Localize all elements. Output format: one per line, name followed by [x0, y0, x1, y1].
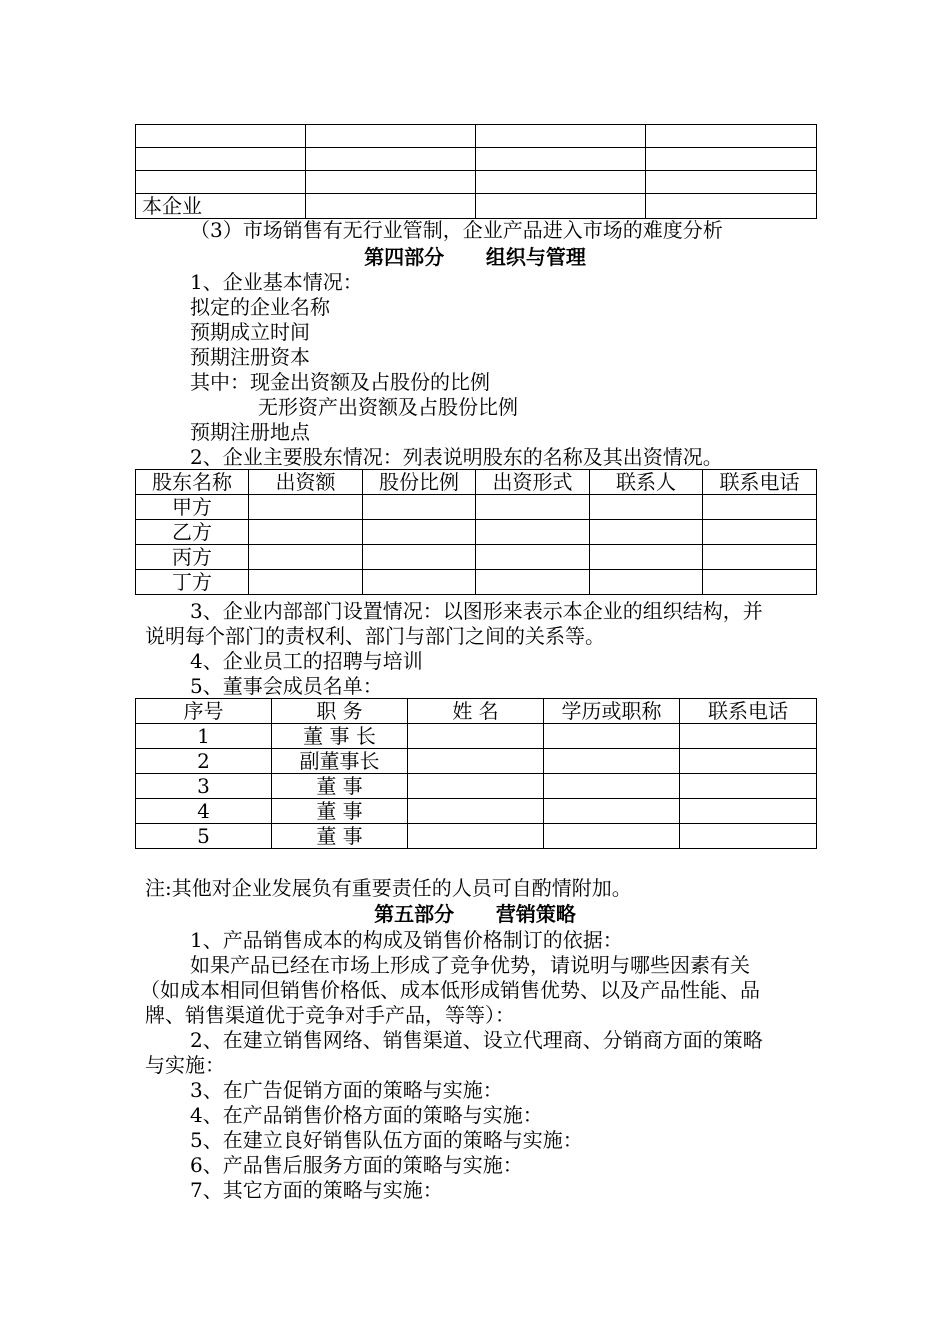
table-row	[136, 125, 817, 148]
table-cell	[680, 749, 817, 774]
table-cell: 2	[136, 749, 272, 774]
part5-item1: 1、产品销售成本的构成及销售价格制订的依据：	[190, 928, 623, 952]
column-header: 出资额	[249, 470, 363, 495]
table-row	[136, 520, 817, 545]
table-cell: 丁方	[136, 570, 249, 595]
table-row	[136, 774, 817, 799]
table-cell	[680, 824, 817, 849]
table-row	[136, 799, 817, 824]
table-row	[136, 194, 817, 219]
intangible-contribution-line: 无形资产出资额及占股份比例	[258, 395, 518, 419]
board-table	[135, 698, 817, 849]
part5-para-line1: 如果产品已经在市场上形成了竞争优势，请说明与哪些因素有关	[190, 953, 750, 977]
table-cell	[136, 171, 306, 194]
founding-date-line: 预期成立时间	[190, 320, 310, 344]
table-row	[136, 824, 817, 849]
table-cell	[590, 520, 703, 545]
column-header: 股份比例	[363, 470, 476, 495]
table-cell	[363, 570, 476, 595]
table-cell	[408, 749, 544, 774]
table-cell	[590, 495, 703, 520]
part5-para-line3: 牌、销售渠道优于竞争对手产品，等等）：	[145, 1003, 515, 1027]
table-cell	[476, 194, 646, 219]
table-cell	[249, 545, 363, 570]
part4-item2: 2、企业主要股东情况：列表说明股东的名称及其出资情况。	[190, 445, 723, 469]
table-cell: 董 事 长	[272, 724, 408, 749]
table-cell: 4	[136, 799, 272, 824]
part4-item4: 4、企业员工的招聘与培训	[190, 649, 423, 673]
part5-para-line2: （如成本相同但销售价格低、成本低形成销售优势、以及产品性能、品	[140, 978, 760, 1002]
table-cell	[590, 545, 703, 570]
table-cell	[363, 495, 476, 520]
cash-contribution-line: 其中：现金出资额及占股份的比例	[190, 370, 490, 394]
column-header: 股东名称	[136, 470, 249, 495]
part4-item3-line2: 说明每个部门的责权利、部门与部门之间的关系等。	[145, 624, 605, 648]
table-header-row	[136, 699, 817, 724]
table-cell	[476, 570, 590, 595]
table-cell	[476, 171, 646, 194]
registered-place-line: 预期注册地点	[190, 420, 310, 444]
table-cell	[136, 125, 306, 148]
table-cell	[408, 724, 544, 749]
table-cell	[646, 125, 817, 148]
part5-item6: 6、产品售后服务方面的策略与实施：	[190, 1153, 523, 1177]
table-row	[136, 545, 817, 570]
table-cell	[249, 495, 363, 520]
table-cell	[544, 724, 680, 749]
market-control-line: （3）市场销售有无行业管制，企业产品进入市场的难度分析	[190, 218, 723, 242]
table-cell	[544, 774, 680, 799]
table-cell	[306, 148, 476, 171]
table-cell: 乙方	[136, 520, 249, 545]
table-cell: 本企业	[136, 194, 306, 219]
table-cell	[544, 749, 680, 774]
table-cell: 甲方	[136, 495, 249, 520]
table-cell	[476, 495, 590, 520]
table-cell	[363, 520, 476, 545]
table-cell: 副董事长	[272, 749, 408, 774]
column-header: 职 务	[272, 699, 408, 724]
part5-title: 第五部分 营销策略	[374, 902, 576, 926]
table-cell	[476, 148, 646, 171]
table-cell	[476, 520, 590, 545]
table-cell	[703, 520, 817, 545]
table-cell	[476, 125, 646, 148]
table-cell	[408, 824, 544, 849]
table-cell	[590, 570, 703, 595]
table-cell: 1	[136, 724, 272, 749]
column-header: 姓 名	[408, 699, 544, 724]
table-cell: 董 事	[272, 774, 408, 799]
column-header: 学历或职称	[544, 699, 680, 724]
registered-capital-line: 预期注册资本	[190, 345, 310, 369]
table-row	[136, 724, 817, 749]
table-cell	[544, 799, 680, 824]
table-cell	[680, 774, 817, 799]
table-row	[136, 570, 817, 595]
part4-title: 第四部分 组织与管理	[364, 245, 586, 269]
part4-item1: 1、企业基本情况：	[190, 270, 363, 294]
table-cell: 董 事	[272, 799, 408, 824]
column-header: 出资形式	[476, 470, 590, 495]
table-cell	[306, 194, 476, 219]
part5-item2-line2: 与实施：	[145, 1053, 225, 1077]
table-cell	[249, 570, 363, 595]
top-table	[135, 124, 817, 219]
table-row	[136, 749, 817, 774]
column-header: 联系电话	[680, 699, 817, 724]
table-cell	[544, 824, 680, 849]
table-row	[136, 171, 817, 194]
table-header-row	[136, 470, 817, 495]
table-cell	[646, 171, 817, 194]
column-header: 联系电话	[703, 470, 817, 495]
table-cell	[408, 799, 544, 824]
column-header: 序号	[136, 699, 272, 724]
table-cell	[646, 194, 817, 219]
table-cell	[680, 724, 817, 749]
shareholders-table	[135, 469, 817, 595]
table-cell	[306, 125, 476, 148]
table-cell	[136, 148, 306, 171]
part4-item5: 5、董事会成员名单：	[190, 674, 383, 698]
part5-item5: 5、在建立良好销售队伍方面的策略与实施：	[190, 1128, 583, 1152]
table-cell	[680, 799, 817, 824]
table-row	[136, 495, 817, 520]
table-cell	[476, 545, 590, 570]
board-note: 注:其他对企业发展负有重要责任的人员可自酌情附加。	[145, 876, 632, 900]
company-name-line: 拟定的企业名称	[190, 295, 330, 319]
table-cell	[408, 774, 544, 799]
table-cell	[306, 171, 476, 194]
column-header: 联系人	[590, 470, 703, 495]
part5-item4: 4、在产品销售价格方面的策略与实施：	[190, 1103, 543, 1127]
table-cell	[249, 520, 363, 545]
table-cell	[703, 545, 817, 570]
table-cell: 3	[136, 774, 272, 799]
table-row	[136, 148, 817, 171]
table-cell: 5	[136, 824, 272, 849]
table-cell: 董 事	[272, 824, 408, 849]
part5-item3: 3、在广告促销方面的策略与实施：	[190, 1078, 503, 1102]
table-cell	[703, 570, 817, 595]
part4-item3-line1: 3、企业内部部门设置情况：以图形来表示本企业的组织结构，并	[190, 599, 763, 623]
table-cell	[703, 495, 817, 520]
table-cell: 丙方	[136, 545, 249, 570]
part5-item7: 7、其它方面的策略与实施：	[190, 1178, 443, 1202]
part5-item2-line1: 2、在建立销售网络、销售渠道、设立代理商、分销商方面的策略	[190, 1028, 763, 1052]
table-cell	[363, 545, 476, 570]
table-cell	[646, 148, 817, 171]
